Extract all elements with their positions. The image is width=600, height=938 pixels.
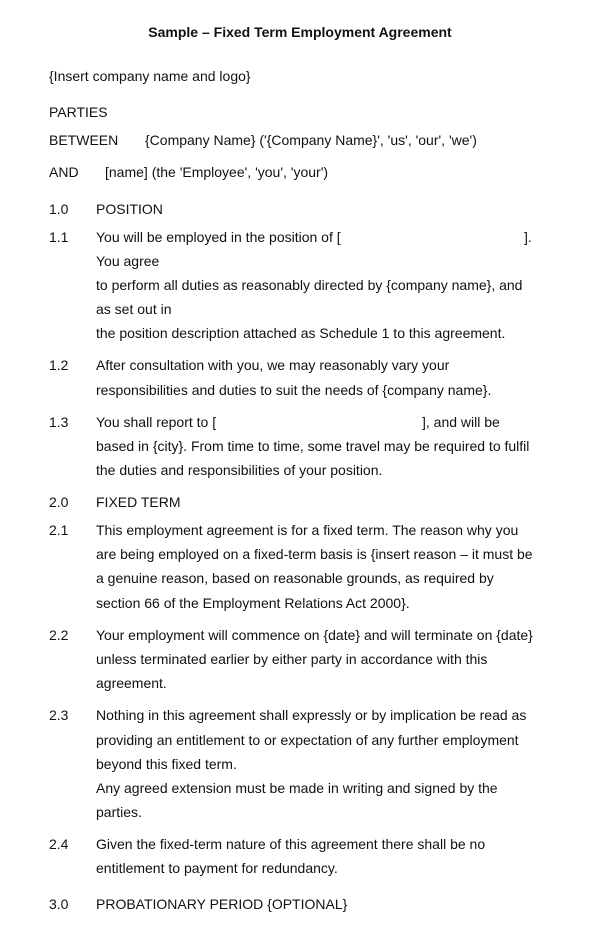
clause-line: Given the fixed-term nature of this agreement there shall be no [96, 836, 486, 852]
clause-line: ], and will be [422, 414, 500, 430]
and-text: [name] (the 'Employee', 'you', 'your') [105, 164, 329, 180]
clause-number: 2.1 [49, 522, 69, 538]
section-number: 3.0 [49, 896, 69, 912]
clause-line: You agree [96, 253, 160, 269]
section-heading-probationary: PROBATIONARY PERIOD {OPTIONAL} [96, 896, 348, 912]
clause-line: providing an entitlement to or expectation of any further employment [96, 732, 519, 748]
clause-line: entitlement to payment for redundancy. [96, 860, 338, 876]
clause-line: the duties and responsibilities of your position. [96, 462, 383, 478]
section-number: 1.0 [49, 201, 69, 217]
clause-line: as set out in [96, 301, 172, 317]
clause-line: ]. [524, 229, 532, 245]
parties-heading: PARTIES [49, 104, 108, 120]
and-label: AND [49, 164, 79, 180]
section-heading-position: POSITION [96, 201, 163, 217]
clause-line: You will be employed in the position of [ [96, 229, 341, 245]
clause-line: After consultation with you, we may reasonably vary your [96, 357, 450, 373]
clause-line: Any agreed extension must be made in writing and signed by the [96, 780, 498, 796]
clause-line: are being employed on a fixed-term basis is {insert reason – it must be [96, 546, 533, 562]
clause-line: Your employment will commence on {date} and will terminate on {date} [96, 627, 533, 643]
clause-line: agreement. [96, 675, 167, 691]
clause-line: This employment agreement is for a fixed term. The reason why you [96, 522, 519, 538]
clause-line: You shall report to [ [96, 414, 217, 430]
clause-number: 1.1 [49, 229, 69, 245]
clause-number: 1.2 [49, 357, 69, 373]
between-text: {Company Name} ('{Company Name}', 'us', 'our', 'we') [145, 132, 477, 148]
clause-line: responsibilities and duties to suit the needs of {company name}. [96, 382, 492, 398]
clause-line: parties. [96, 804, 142, 820]
document-title: Sample – Fixed Term Employment Agreement [148, 24, 452, 40]
clause-number: 1.3 [49, 414, 69, 430]
clause-line: based in {city}. From time to time, some travel may be required to fulfil [96, 438, 530, 454]
insert-logo-placeholder: {Insert company name and logo} [49, 68, 251, 84]
section-number: 2.0 [49, 494, 69, 510]
section-heading-fixed-term: FIXED TERM [96, 494, 181, 510]
clause-line: to perform all duties as reasonably directed by {company name}, and [96, 277, 523, 293]
clause-number: 2.4 [49, 836, 69, 852]
clause-line: the position description attached as Schedule 1 to this agreement. [96, 325, 506, 341]
between-label: BETWEEN [49, 132, 119, 148]
clause-line: Nothing in this agreement shall expressly or by implication be read as [96, 707, 527, 723]
clause-number: 2.2 [49, 627, 69, 643]
clause-line: section 66 of the Employment Relations Act 2000}. [96, 595, 410, 611]
clause-line: beyond this fixed term. [96, 756, 237, 772]
clause-line: unless terminated earlier by either party in accordance with this [96, 651, 488, 667]
clause-line: a genuine reason, based on reasonable grounds, as required by [96, 570, 494, 586]
clause-number: 2.3 [49, 707, 69, 723]
